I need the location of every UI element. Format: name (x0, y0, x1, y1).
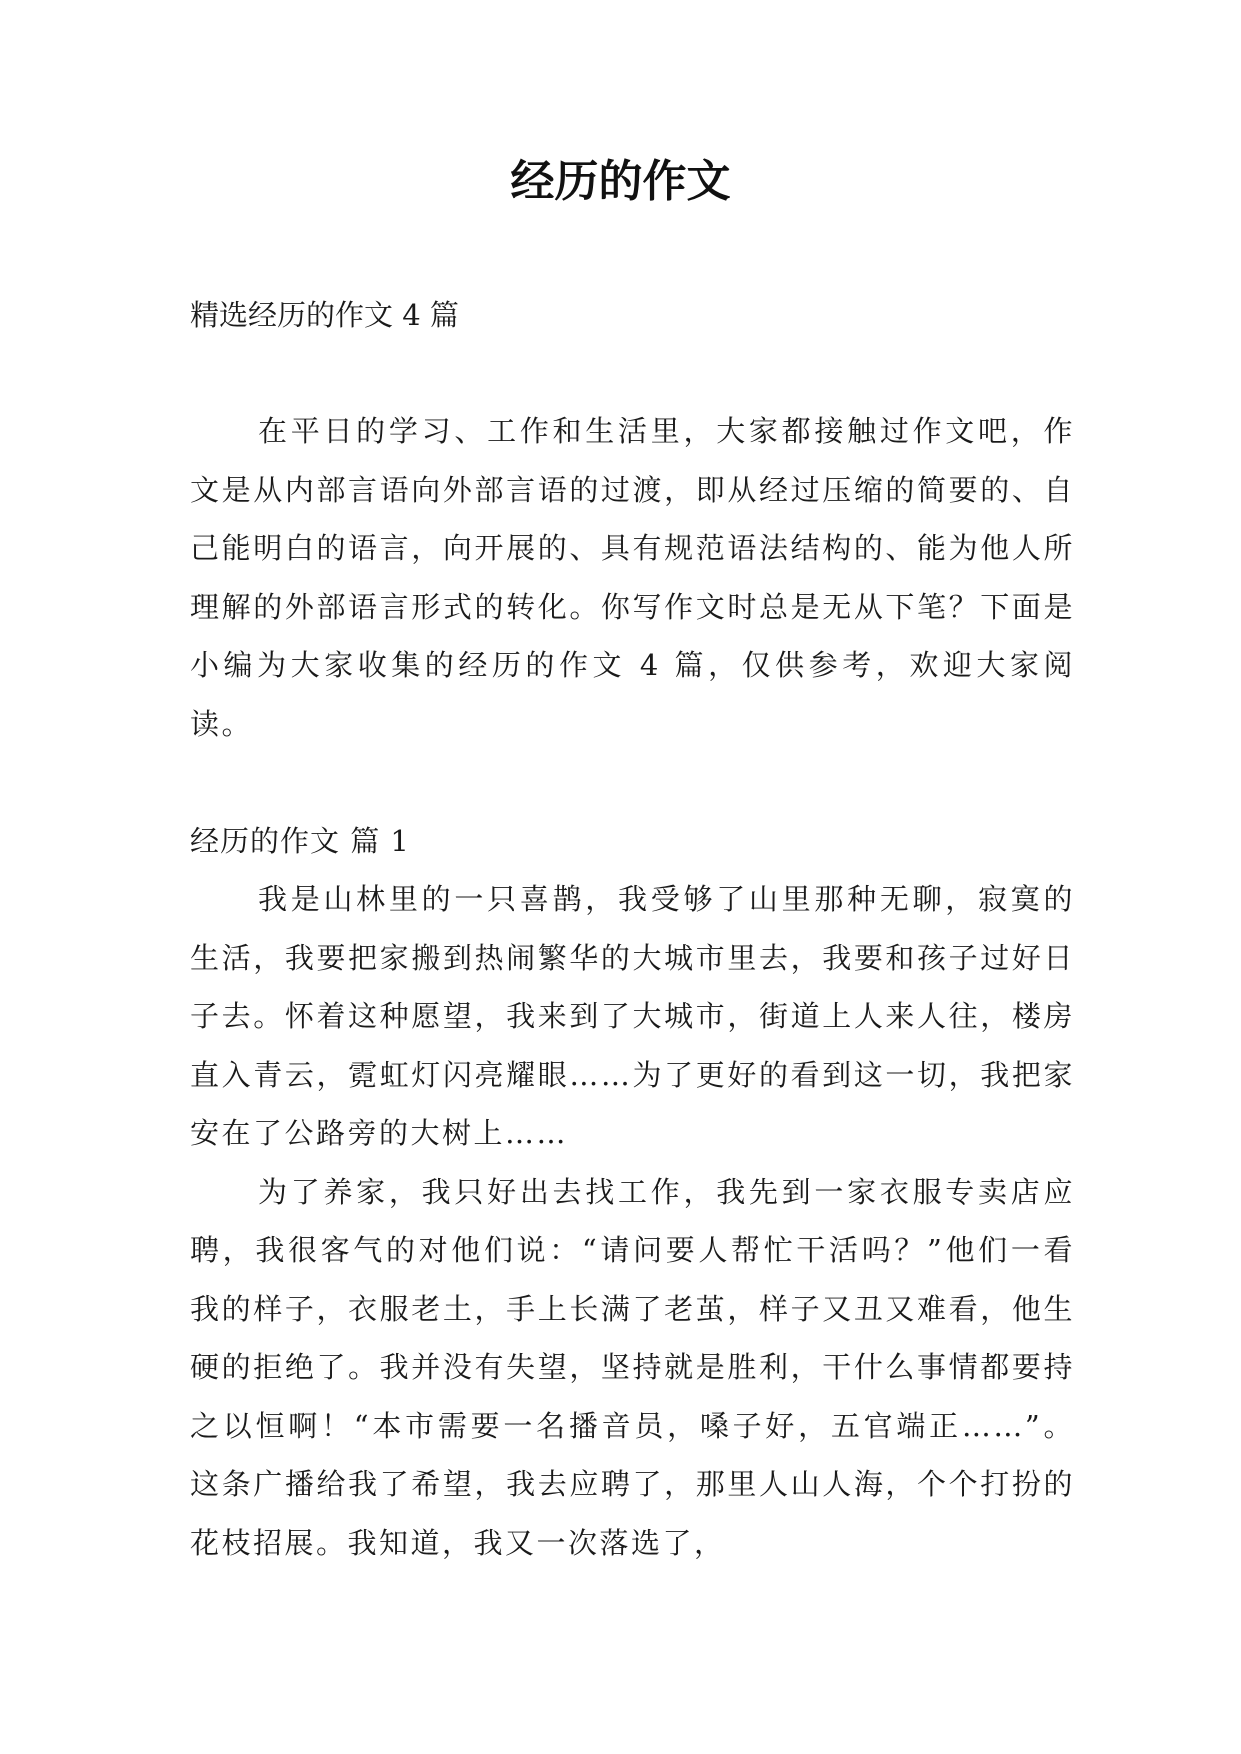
document-title: 经历的作文 (510, 156, 731, 207)
document-subtitle: 精选经历的作文 4 篇 (190, 298, 459, 332)
body-paragraph: 为了养家，我只好出去找工作，我先到一家衣服专卖店应聘，我很客气的对他们说：“请问要人帮忙干活吗？”他们一看我的样子，衣服老土，手上长满了老茧，样子又丑又难看，他生硬的拒绝了。我并没有失望，坚持就是胜利，干什么事情都要持之以恒啊！“本市需要一名播音员，嗓子好，五官端正……”。这条广播给我了希望，我去应聘了，那里人山人海，个个打扮的花枝招展。我知道，我又一次落选了， (190, 1174, 1075, 1560)
intro-block (190, 402, 1075, 753)
intro-paragraph: 在平日的学习、工作和生活里，大家都接触过作文吧，作文是从内部言语向外部言语的过渡，即从经过压缩的简要的、自己能明白的语言，向开展的、具有规范语法结构的、能为他人所理解的外部语言形式的转化。你写作文时总是无从下笔？下面是小编为大家收集的经历的作文 4 篇，仅供参考，欢迎大家阅读。 (190, 414, 1075, 741)
section-heading: 经历的作文 篇 1 (190, 824, 410, 858)
body-paragraph: 我是山林里的一只喜鹊，我受够了山里那种无聊，寂寞的生活，我要把家搬到热闹繁华的大城市里去，我要和孩子过好日子去。怀着这种愿望，我来到了大城市，街道上人来人往，楼房直入青云，霓虹灯闪亮耀眼……为了更好的看到这一切，我把家安在了公路旁的大树上…… (190, 882, 1075, 1150)
section-body (190, 870, 1075, 1572)
